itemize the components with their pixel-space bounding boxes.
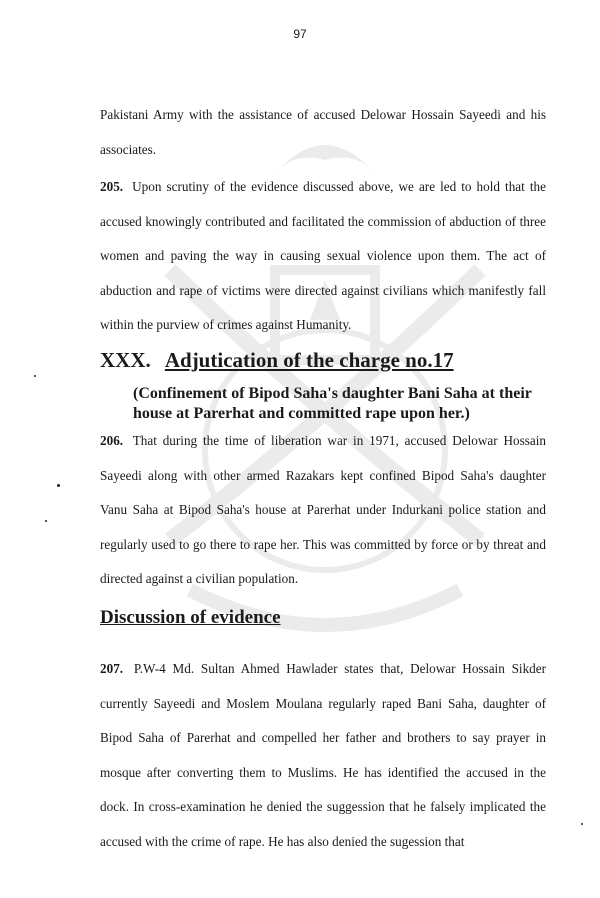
paragraph-206 xyxy=(100,424,546,597)
charge-subtitle: (Confinement of Bipod Saha's daughter Bani Saha at their house at Parerhat and committed rape upon her.) xyxy=(133,385,532,422)
paragraph-text: Upon scrutiny of the evidence discussed above, we are led to hold that the accused knowingly contributed and facilitated the commission of abduction of three women and paving the way in causing sexual violence upon them. The act of abduction and rape of victims were directed against civilians which manifestly fall within the purview of crimes against Humanity. xyxy=(100,179,546,332)
paragraph-text: That during the time of liberation war in 1971, accused Delowar Hossain Sayeedi along with other armed Razakars kept confined Bipod Saha's daughter Vanu Saha at Bipod Saha's house at Parerhat under Indurkani police station and regularly used to go there to rape her. This was committed by force or by threat and directed against a civilian population. xyxy=(100,433,546,586)
paragraph-continued xyxy=(100,98,546,167)
scan-speck xyxy=(581,823,583,825)
paragraph-number: 205. xyxy=(100,179,124,194)
paragraph-text: P.W-4 Md. Sultan Ahmed Hawlader states that, Delowar Hossain Sikder currently Sayeedi and Moslem Moulana regularly raped Bani Saha, daughter of Bipod Saha of Parerhat and compelled her father and brothers to say prayer in mosque after converting them to Muslims. He has identified the accused in the dock. In cross-examination he denied the suggession that he falsely implicated the accused with the crime of rape. He has also denied the sugession that xyxy=(100,661,547,849)
charge-roman-numeral: XXX. xyxy=(100,348,151,372)
paragraph-number: 207. xyxy=(100,661,124,676)
page-number: 97 xyxy=(293,27,307,41)
paragraph-207 xyxy=(100,652,546,859)
charge-heading xyxy=(100,348,454,373)
paragraph-text: Pakistani Army with the assistance of accused Delowar Hossain Sayeedi and his associates. xyxy=(100,107,546,157)
paragraph-number: 206. xyxy=(100,433,124,448)
charge-title: Adjutication of the charge no.17 xyxy=(164,348,454,372)
scan-speck xyxy=(34,375,36,377)
scan-speck xyxy=(45,520,47,522)
paragraph-205 xyxy=(100,170,546,343)
scan-speck xyxy=(57,484,60,487)
discussion-heading: Discussion of evidence xyxy=(100,607,281,628)
